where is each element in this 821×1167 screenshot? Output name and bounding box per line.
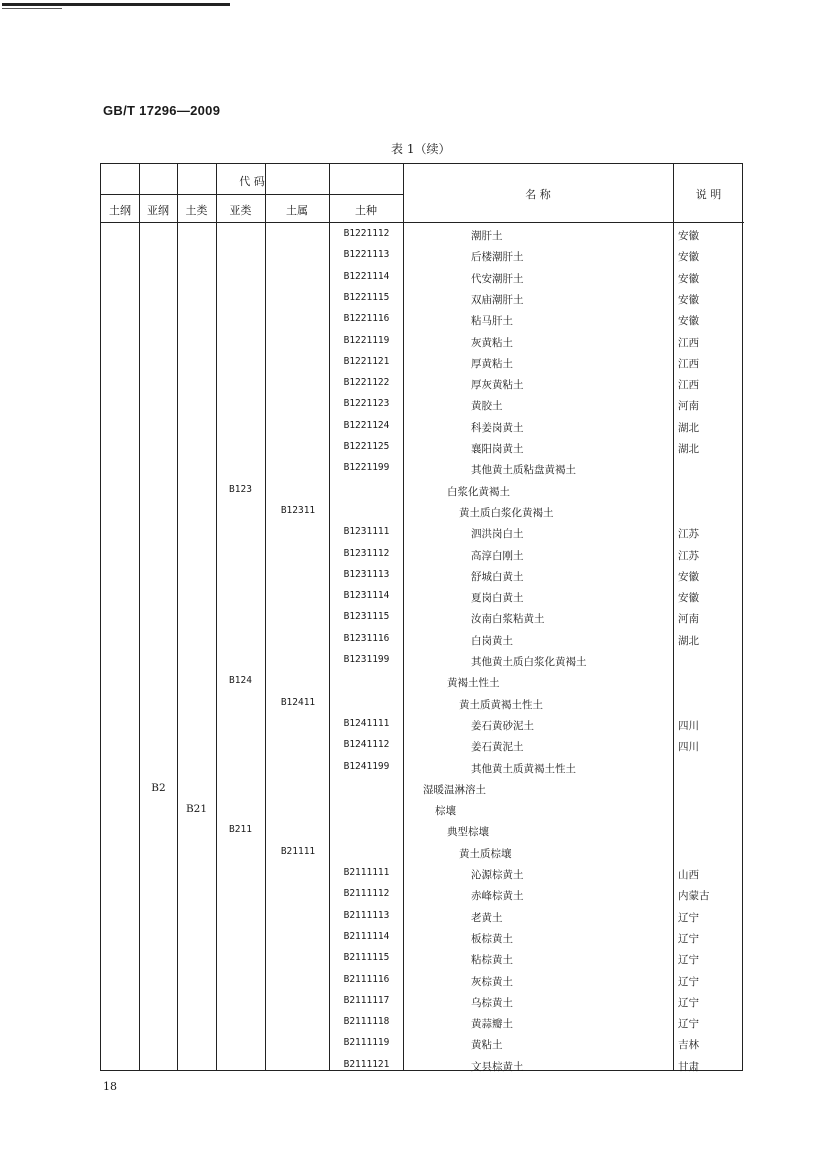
row-code: B1231113 (343, 568, 390, 580)
table-row (101, 458, 744, 479)
row-name: 黄胶土 (471, 400, 503, 413)
table-row (101, 224, 744, 245)
table-row (101, 1055, 744, 1076)
row-note: 山西 (678, 869, 699, 881)
table-row (101, 288, 744, 309)
col-header-genus: 土属 (286, 204, 308, 217)
table-row (101, 416, 744, 437)
row-note: 安徽 (678, 272, 699, 285)
row-name: 后楼潮肝土 (471, 251, 524, 264)
row-code: B2111113 (343, 909, 390, 921)
row-note: 安徽 (678, 251, 699, 264)
table-row (101, 778, 744, 799)
standard-code: GB/T 17296—2009 (103, 103, 221, 118)
table-row (101, 650, 744, 671)
col-header-order: 土纲 (109, 204, 131, 217)
code-group-header: 代 码 (239, 175, 265, 188)
row-name: 其他黄土质黄褐土性土 (471, 762, 576, 775)
row-code: B1241112 (343, 739, 390, 751)
table-row (101, 501, 744, 522)
row-note: 湖北 (678, 443, 699, 455)
row-code: B2111116 (343, 973, 390, 985)
row-code: B2111112 (343, 888, 390, 900)
row-code: B21111 (280, 845, 316, 857)
header-divider (101, 194, 403, 195)
table-row (101, 565, 744, 586)
row-code: B1231199 (343, 654, 390, 665)
row-code: B1231112 (343, 547, 390, 559)
row-note: 吉林 (678, 1039, 699, 1052)
row-note: 四川 (678, 741, 699, 754)
row-name: 黄土质白浆化黄褐土 (459, 506, 554, 519)
col-header-group: 土类 (185, 204, 208, 217)
row-note: 江苏 (678, 549, 699, 562)
row-code: B2111121 (343, 1058, 390, 1070)
row-name: 汝南白浆粘黄土 (471, 613, 545, 626)
row-code: B1221114 (343, 270, 390, 282)
row-note: 甘肃 (678, 1060, 699, 1073)
row-code: B211 (229, 824, 252, 836)
table-row (101, 842, 744, 863)
row-code: B1221123 (343, 398, 390, 410)
row-name: 文县棕黄土 (471, 1060, 524, 1073)
row-note: 辽宁 (678, 911, 699, 924)
table-row (101, 607, 744, 628)
row-name: 潮肝土 (471, 230, 503, 242)
row-name: 棕壤 (435, 805, 456, 818)
row-code: B1241199 (343, 760, 390, 772)
row-name: 沁源棕黄土 (471, 869, 524, 881)
row-note: 江苏 (678, 528, 699, 541)
table-row (101, 714, 744, 735)
top-rule (2, 3, 230, 6)
row-name: 姜石黄泥土 (471, 741, 524, 754)
row-name: 白岗黄土 (471, 634, 513, 647)
row-code: B1221119 (343, 334, 390, 346)
table-row (101, 927, 744, 948)
row-name: 舒城白黄土 (471, 570, 524, 583)
table-row (101, 629, 744, 650)
col-header-subgroup: 亚类 (229, 204, 252, 217)
row-name: 厚灰黄粘土 (471, 379, 524, 392)
row-name: 黄蒜瓣土 (471, 1018, 513, 1031)
row-name: 老黄土 (471, 911, 503, 924)
table-row (101, 352, 744, 373)
table-row (101, 437, 744, 458)
table-row (101, 544, 744, 565)
row-code: B1221122 (343, 377, 390, 389)
row-code: B2111111 (343, 867, 390, 878)
row-name: 典型棕壤 (447, 826, 489, 839)
row-note: 辽宁 (678, 1018, 699, 1031)
row-name: 泗洪岗白土 (471, 528, 524, 541)
table-row (101, 735, 744, 756)
row-note: 湖北 (678, 421, 699, 434)
table-row (101, 799, 744, 820)
table-row (101, 309, 744, 330)
row-name: 白浆化黄褐土 (447, 485, 510, 498)
row-name: 灰黄粘土 (471, 336, 513, 349)
row-note: 辽宁 (678, 975, 699, 988)
row-name: 乌棕黄土 (471, 996, 513, 1009)
top-rule-thin (2, 8, 62, 9)
table-row (101, 1012, 744, 1033)
row-code: B2111118 (343, 1016, 390, 1028)
row-note: 江西 (678, 379, 699, 392)
col-header-note: 说 明 (695, 188, 722, 201)
row-code: B1221125 (343, 441, 390, 452)
row-name: 黄土质黄褐土性土 (459, 698, 543, 711)
row-name: 赤峰棕黄土 (471, 890, 524, 903)
row-note: 四川 (678, 719, 699, 732)
table-row (101, 522, 744, 543)
table-row (101, 820, 744, 841)
table-row (101, 586, 744, 607)
row-name: 夏岗白黄土 (471, 592, 524, 605)
row-code: B1221113 (343, 249, 390, 261)
row-name: 黄褐土性土 (447, 677, 500, 690)
row-code: B2111117 (343, 994, 390, 1006)
row-note: 辽宁 (678, 932, 699, 945)
soil-classification-table (100, 163, 743, 1071)
row-code: B1221124 (343, 419, 390, 431)
row-code: B1241111 (343, 717, 390, 729)
table-row (101, 970, 744, 991)
col-header-name: 名 称 (525, 188, 551, 201)
table-row (101, 267, 744, 288)
row-code: B21 (185, 803, 208, 816)
row-code: B1221199 (343, 462, 390, 474)
row-note: 安徽 (678, 592, 699, 605)
row-name: 粘马肝土 (471, 315, 513, 328)
row-code: B12411 (280, 696, 316, 708)
table-row (101, 884, 744, 905)
row-name: 襄阳岗黄土 (471, 443, 524, 455)
row-code: B124 (229, 675, 252, 687)
table-row (101, 991, 744, 1012)
row-code: B123 (229, 483, 252, 495)
row-note: 河南 (678, 400, 699, 413)
row-code: B1221115 (343, 291, 390, 303)
table-row (101, 245, 744, 266)
row-code: B1231114 (343, 590, 390, 602)
row-code: B2111114 (343, 930, 390, 942)
row-note: 安徽 (678, 315, 699, 328)
table-row (101, 373, 744, 394)
row-name: 厚黄粘土 (471, 357, 513, 370)
row-note: 湖北 (678, 634, 699, 647)
row-name: 板棕黄土 (471, 932, 513, 945)
col-header-species: 土种 (355, 204, 377, 217)
row-note: 河南 (678, 613, 699, 626)
row-note: 安徽 (678, 293, 699, 306)
table-row (101, 906, 744, 927)
row-name: 黄土质棕壤 (459, 847, 512, 860)
row-name: 其他黄土质白浆化黄褐土 (471, 656, 587, 668)
row-note: 江西 (678, 357, 699, 370)
row-code: B2 (151, 781, 166, 794)
row-name: 高淳白刚土 (471, 549, 524, 562)
table-caption: 表 1（续） (391, 142, 451, 156)
row-note: 江西 (678, 336, 699, 349)
table-row (101, 394, 744, 415)
row-code: B1221121 (343, 355, 390, 367)
row-name: 黄粘土 (471, 1039, 503, 1052)
row-code: B1231115 (343, 611, 390, 623)
table-row (101, 757, 744, 778)
col-header-suborder: 亚纲 (147, 204, 169, 217)
row-name: 代安潮肝土 (471, 272, 524, 285)
row-code: B1221112 (343, 228, 390, 239)
row-code: B2111115 (343, 952, 390, 964)
page-number: 18 (103, 1080, 117, 1093)
row-code: B1231116 (343, 632, 390, 644)
row-code: B1231111 (343, 526, 390, 538)
table-row (101, 1033, 744, 1054)
row-code: B2111119 (343, 1037, 390, 1049)
table-row (101, 693, 744, 714)
row-name: 湿暖温淋溶土 (423, 783, 486, 796)
row-code: B1221116 (343, 313, 390, 325)
table-row (101, 671, 744, 692)
row-note: 安徽 (678, 570, 699, 583)
row-name: 科姜岗黄土 (471, 421, 524, 434)
row-name: 姜石黄砂泥土 (471, 719, 534, 732)
table-row (101, 948, 744, 969)
row-name: 灰棕黄土 (471, 975, 513, 988)
row-note: 辽宁 (678, 996, 699, 1009)
table-row (101, 331, 744, 352)
row-note: 辽宁 (678, 954, 699, 967)
row-name: 双庙潮肝土 (471, 293, 524, 306)
header-bottom-rule (101, 222, 744, 223)
row-note: 安徽 (678, 230, 699, 242)
row-code: B12311 (280, 504, 316, 516)
table-row (101, 863, 744, 884)
row-name: 其他黄土质粘盘黄褐土 (471, 464, 576, 477)
row-note: 内蒙古 (678, 890, 710, 903)
table-row (101, 480, 744, 501)
row-name: 粘棕黄土 (471, 954, 513, 967)
